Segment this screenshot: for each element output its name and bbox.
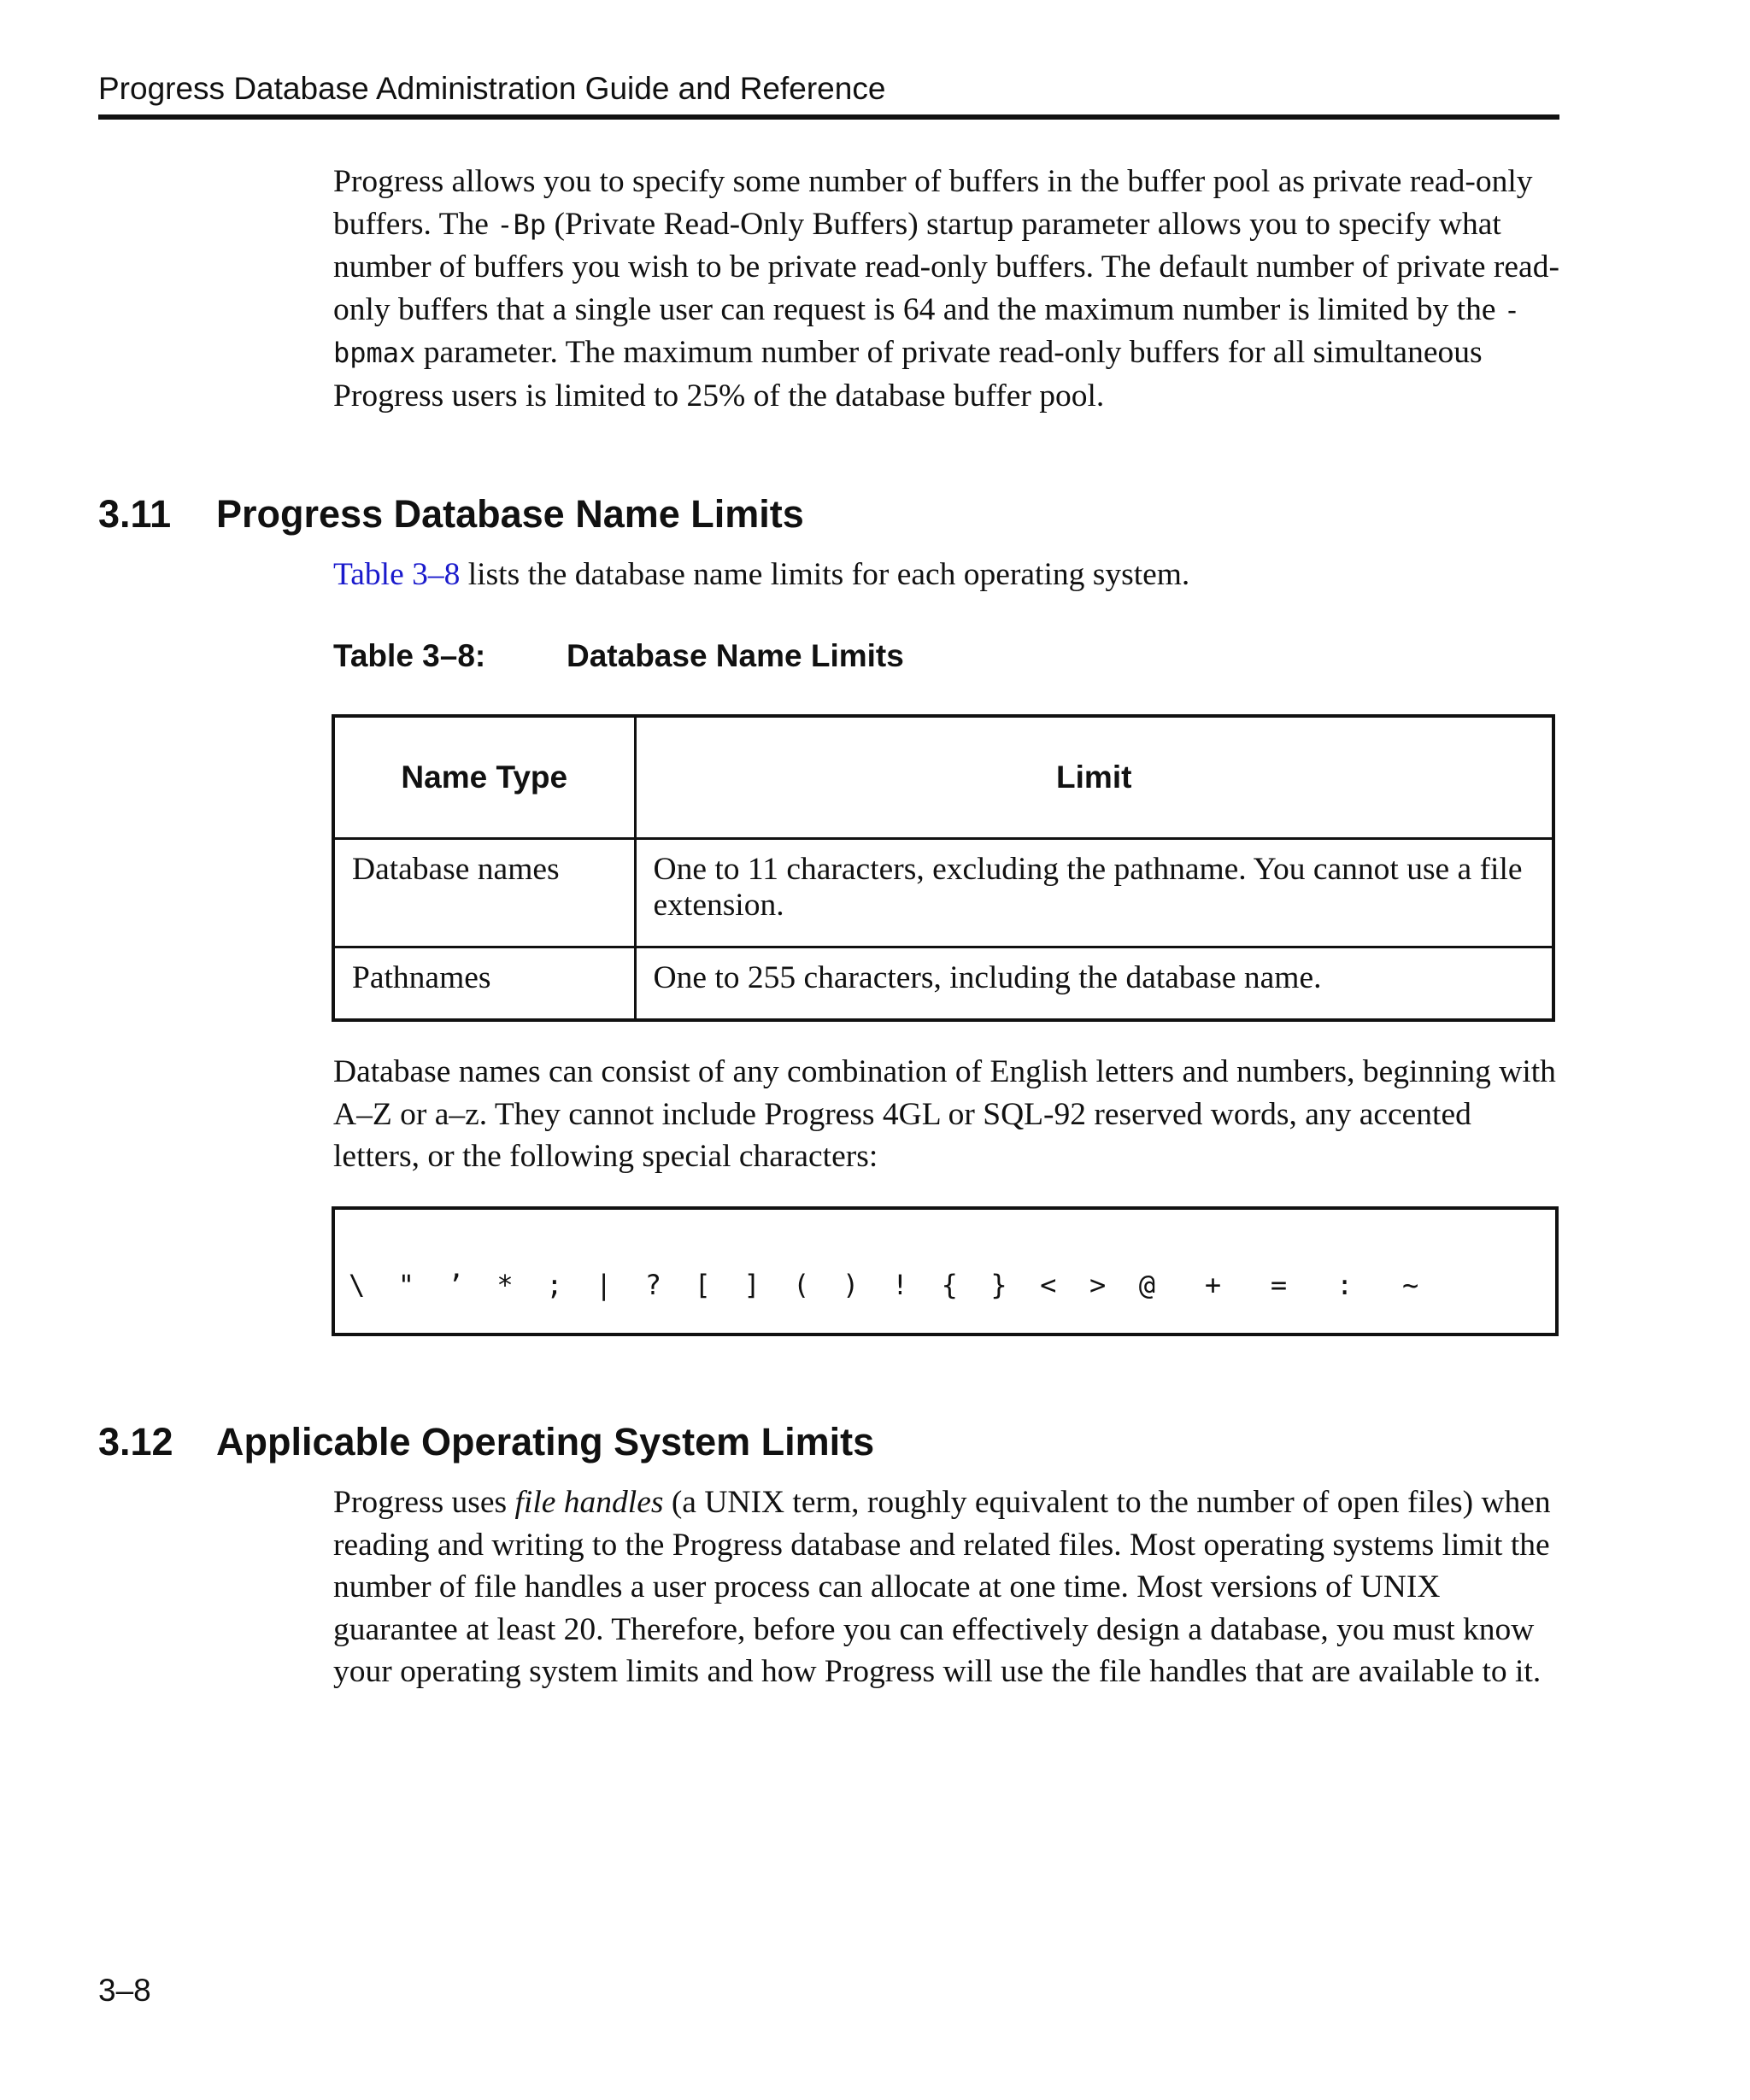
file-handles-term: file handles <box>514 1485 664 1520</box>
paragraph-text <box>333 554 1560 596</box>
database-name-limits-table <box>332 714 1555 1022</box>
table-caption-number: Table 3–8: <box>333 638 486 673</box>
table-header-row <box>333 716 1553 839</box>
paragraph-text <box>333 161 1560 417</box>
paragraph-text <box>333 1481 1560 1693</box>
text-run: Progress allows you to specify some number of buffers in the buffer pool as private read-only buffers. The <box>333 164 1533 242</box>
file-handles-paragraph <box>333 1481 1560 1693</box>
section-number: 3.11 <box>98 492 172 536</box>
table-row <box>333 947 1553 1021</box>
table-cell-limit: One to 11 characters, excluding the pathname. You cannot use a file extension. <box>635 839 1553 947</box>
table-cell-name-type: Pathnames <box>333 947 635 1021</box>
running-header <box>98 68 1559 120</box>
text-run: (a UNIX term, roughly equivalent to the number of open files) when reading and writing to the Progress database and related files. Most operating systems limit the number of file handles a user process can allocate at one time. Most versions of UNIX guarantee at least 20. Therefore, before you can effectively design a database, you must know your operating system limits and how Progress will use the file handles that are available to it. <box>333 1485 1551 1689</box>
section-3-11-heading <box>98 490 804 538</box>
database-names-paragraph <box>333 1051 1560 1178</box>
buffer-pool-paragraph <box>333 161 1560 417</box>
header-name-type: Name Type <box>333 716 635 839</box>
table-row <box>333 839 1553 947</box>
paragraph-text: Database names can consist of any combination of English letters and numbers, beginning with A–Z or a–z. They cannot include Progress 4GL or SQL-92 reserved words, any accented letters, or the following special characters: <box>333 1054 1556 1174</box>
special-characters-list: \ " ’ * ; | ? [ ] ( ) ! { } < > @ + = : ~ <box>349 1269 1419 1301</box>
table-intro-paragraph <box>333 554 1560 596</box>
document-title: Progress Database Administration Guide and Reference <box>98 71 886 106</box>
text-run: Progress uses <box>333 1485 515 1520</box>
table-3-8-link[interactable]: Table 3–8 <box>333 557 461 592</box>
table-cell-limit: One to 255 characters, including the database name. <box>635 947 1553 1021</box>
special-characters-box <box>332 1206 1559 1336</box>
page-number: 3–8 <box>98 1973 151 2008</box>
section-title: Progress Database Name Limits <box>216 492 804 536</box>
table-caption-title: Database Name Limits <box>567 638 904 673</box>
text-run: (Private Read-Only Buffers) startup parameter allows you to specify what number of buffers you wish to be private read-only buffers. The default number of private read-only buffers that a single user can request is 64 and the maximum number is limited by the <box>333 206 1559 327</box>
table-caption <box>333 636 904 677</box>
section-number: 3.12 <box>98 1420 173 1464</box>
header-limit: Limit <box>635 716 1553 839</box>
section-title: Applicable Operating System Limits <box>216 1420 875 1464</box>
bpmax-parameter-code: -bpmax <box>333 293 1521 369</box>
text-run: parameter. The maximum number of private read-only buffers for all simultaneous Progress users is limited to 25% of the database buffer pool. <box>333 335 1483 414</box>
table-cell-name-type: Database names <box>333 839 635 947</box>
bp-parameter-code: -Bp <box>496 208 547 241</box>
text-run: lists the database name limits for each operating system. <box>460 557 1190 592</box>
section-3-12-heading <box>98 1418 874 1466</box>
